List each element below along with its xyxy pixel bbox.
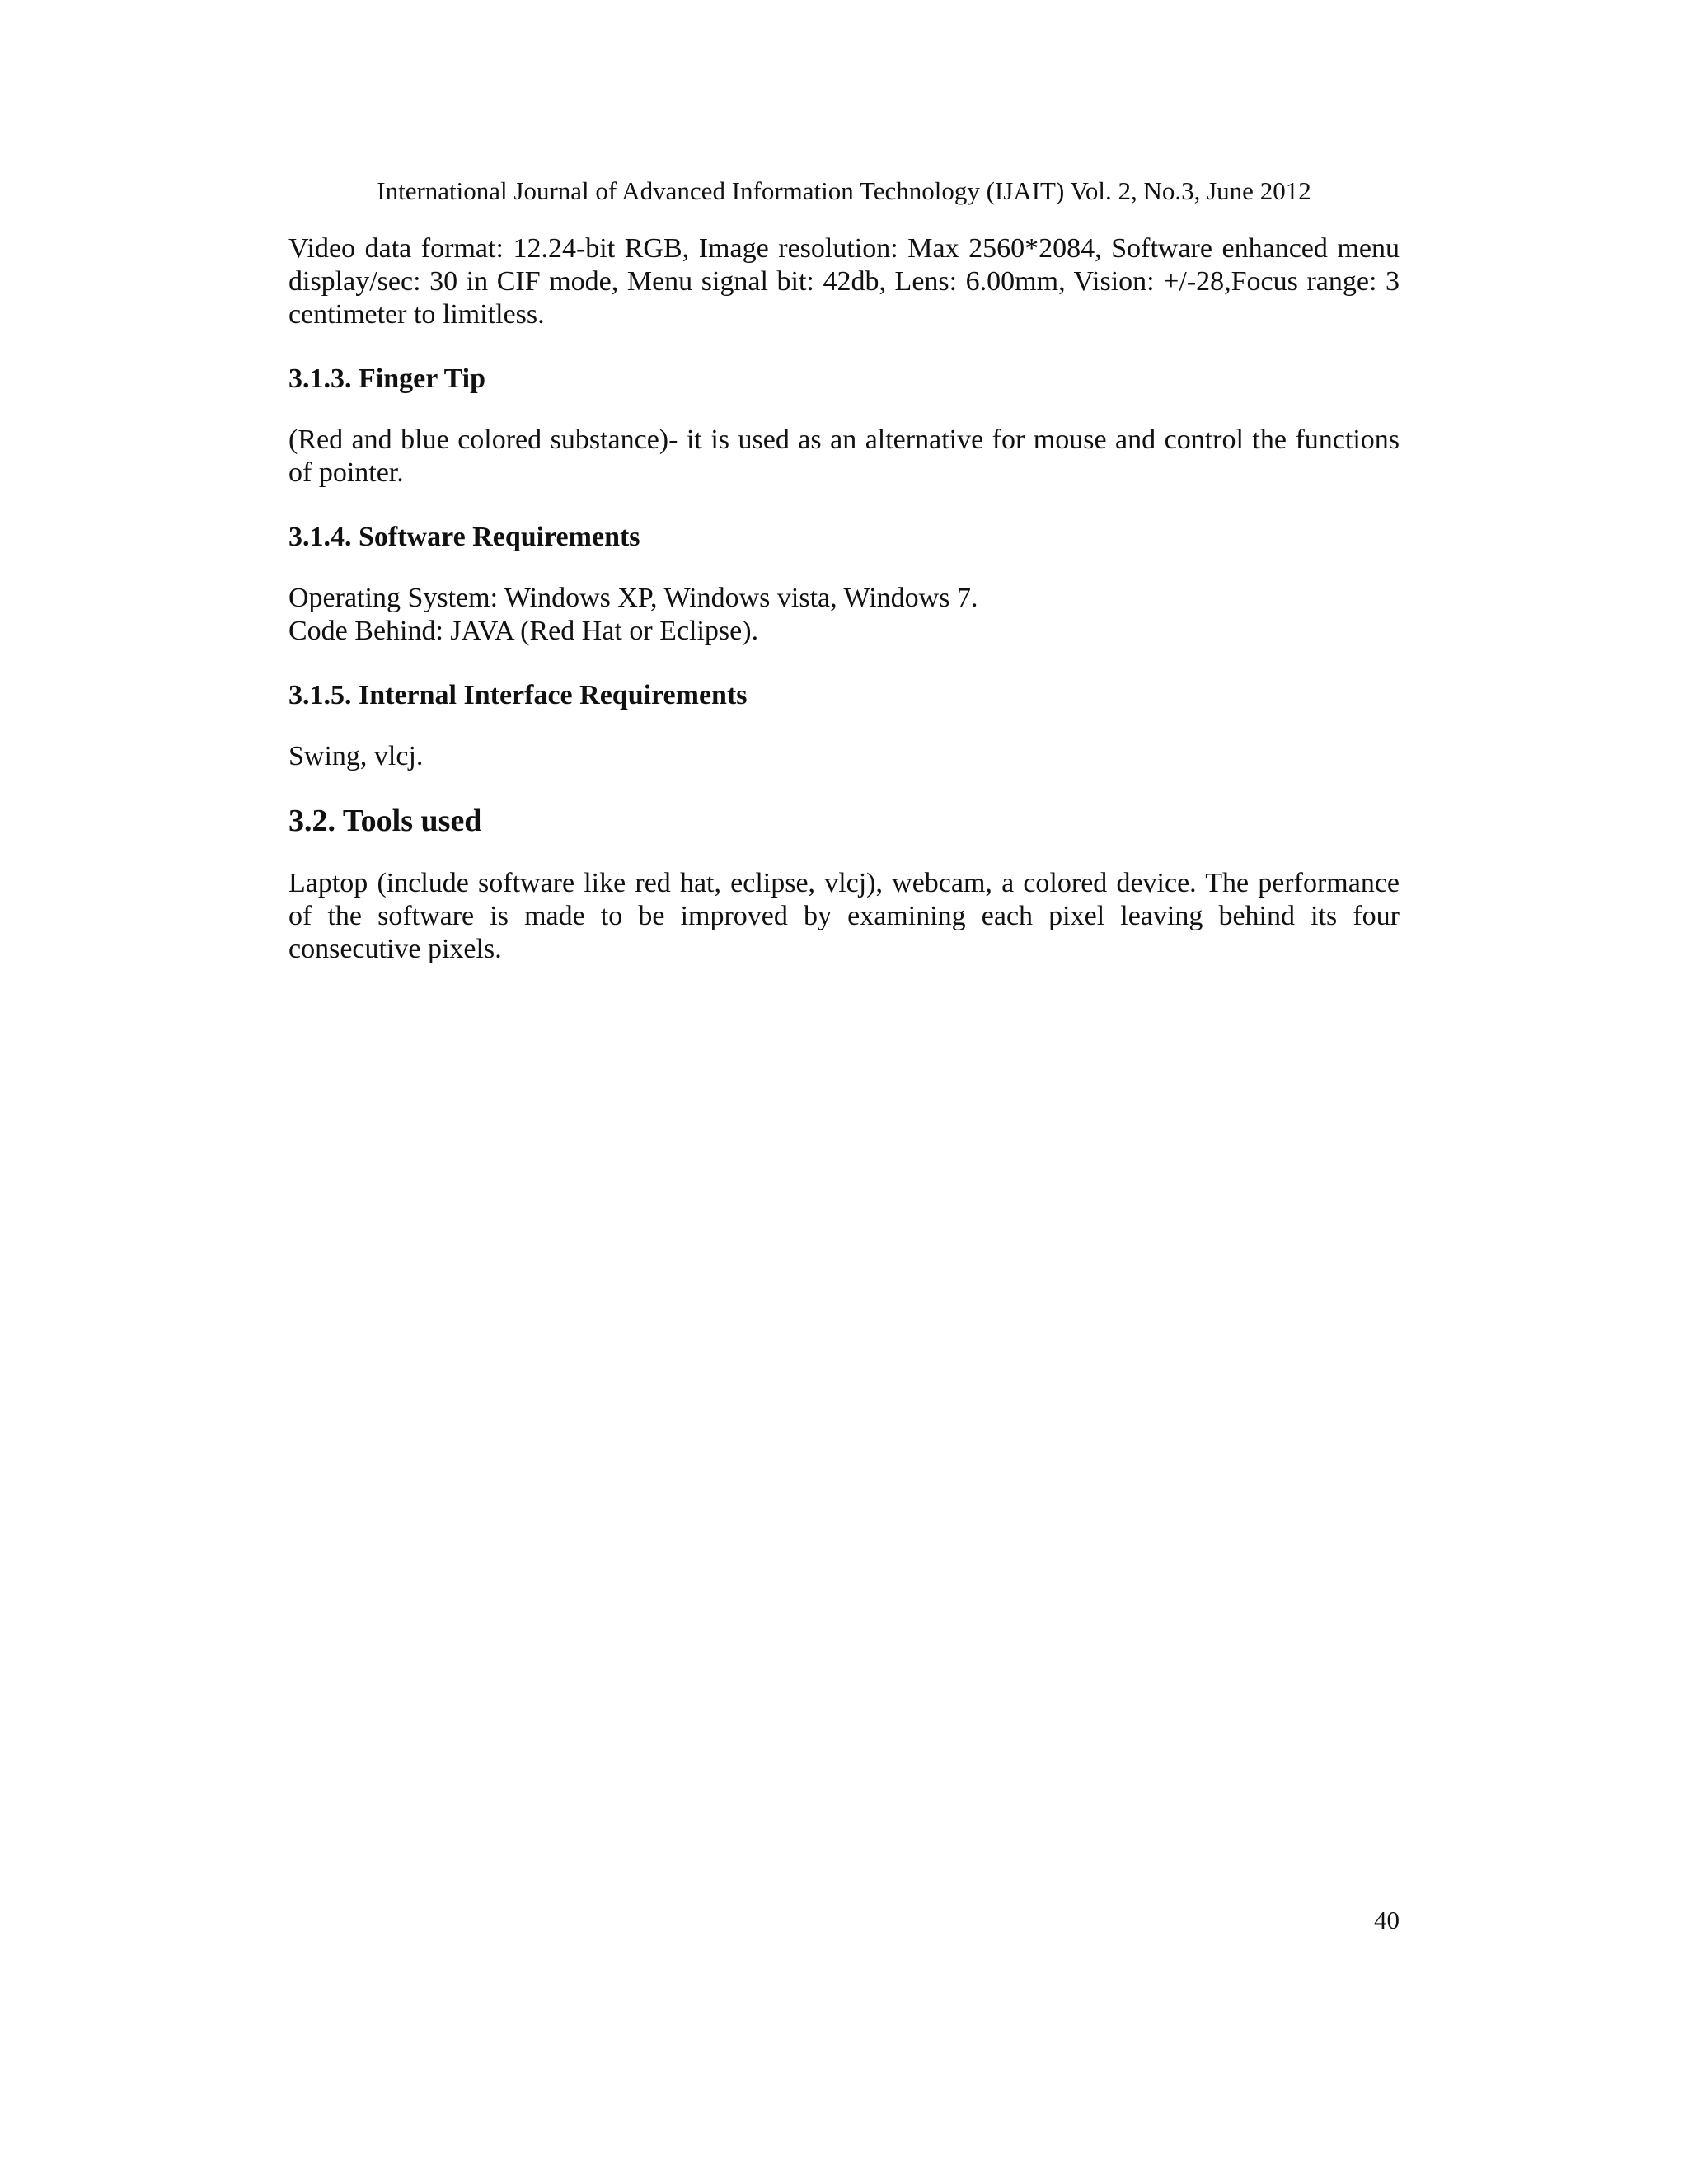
- page-number: 40: [1374, 1905, 1400, 1934]
- software-requirements-os-line: Operating System: Windows XP, Windows vista, Windows 7.: [288, 583, 978, 613]
- tools-used-paragraph: Laptop (include software like red hat, eclipse, vlcj), webcam, a colored device. The performance of the software is made to be improved by examining each pixel leaving behind its four consecutive pixels.: [288, 868, 1400, 964]
- page-body: [288, 232, 1400, 966]
- running-header: International Journal of Advanced Information Technology (IJAIT) Vol. 2, No.3, June 2012: [377, 176, 1311, 205]
- internal-interface-heading: 3.1.5. Internal Interface Requirements: [288, 680, 748, 710]
- finger-tip-paragraph: (Red and blue colored substance)- it is used as an alternative for mouse and control the functions of pointer.: [288, 424, 1400, 488]
- software-requirements-code-line: Code Behind: JAVA (Red Hat or Eclipse).: [288, 616, 759, 646]
- finger-tip-heading: 3.1.3. Finger Tip: [288, 363, 485, 394]
- intro-paragraph: Video data format: 12.24-bit RGB, Image resolution: Max 2560*2084, Software enhanced menu display/sec: 30 in CIF mode, Menu signal bit: 42db, Lens: 6.00mm, Vision: +/-28,Focus range: 3 centimeter to limitless.: [288, 233, 1400, 330]
- tools-used-heading: 3.2. Tools used: [288, 804, 482, 838]
- software-requirements-heading: 3.1.4. Software Requirements: [288, 522, 640, 552]
- internal-interface-paragraph: Swing, vlcj.: [288, 741, 424, 771]
